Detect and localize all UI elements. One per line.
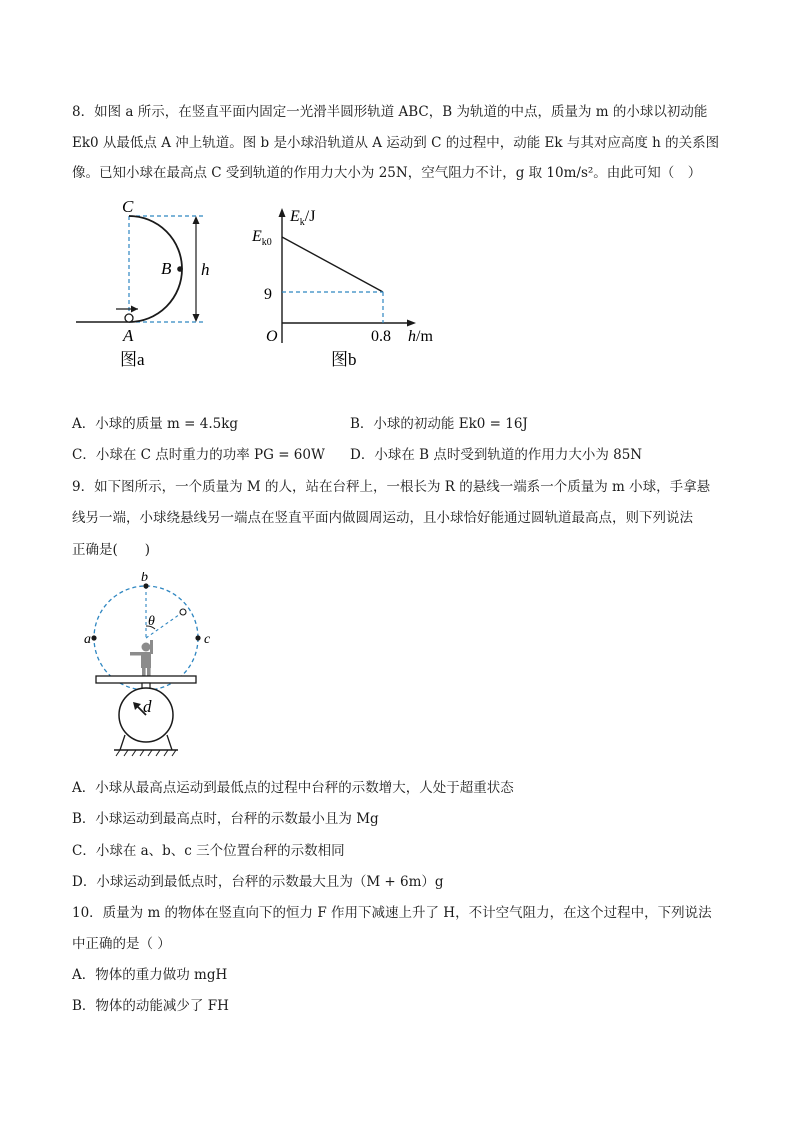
leg-left bbox=[120, 735, 125, 750]
axis-x-label: h/m bbox=[408, 328, 433, 345]
q10-line-2: 中正确的是（ ） bbox=[72, 936, 171, 952]
semicircle-track bbox=[129, 216, 182, 322]
q8-option-a[interactable]: A．小球的质量 m = 4.5kg bbox=[72, 416, 239, 432]
ground-hatch bbox=[116, 750, 176, 756]
q8-option-c[interactable]: C．小球在 C 点时重力的功率 PG = 60W bbox=[72, 447, 325, 463]
point-c bbox=[195, 635, 200, 640]
q8-line-3: 像。已知小球在最高点 C 受到轨道的作用力大小为 25N，空气阻力不计，g 取 10m/s²。由此可知（ ） bbox=[72, 165, 702, 181]
q8-line-2: Ek0 从最低点 A 冲上轨道。图 b 是小球沿轨道从 A 运动到 C 的过程中，动能 Ek 与其对应高度 h 的关系图 bbox=[72, 135, 720, 151]
q9-line-3: 正确是( ) bbox=[72, 542, 151, 558]
q8-option-d[interactable]: D．小球在 B 点时受到轨道的作用力大小为 85N bbox=[350, 447, 643, 463]
origin-label: O bbox=[266, 328, 278, 345]
label-d: d bbox=[143, 697, 152, 716]
q8-line-1: 8．如图 a 所示，在竖直平面内固定一光滑半圆形轨道 ABC，B 为轨道的中点，质量为 m 的小球以初动能 bbox=[72, 104, 708, 120]
scale-platform bbox=[96, 676, 196, 683]
q8-option-b[interactable]: B．小球的初动能 Ek0 = 16J bbox=[350, 416, 528, 432]
figure-a bbox=[72, 192, 222, 377]
figure-scale bbox=[80, 572, 215, 762]
height-arrowhead-bottom bbox=[193, 314, 200, 322]
q9-line-2: 线另一端，小球绕悬线另一端点在竖直平面内做圆周运动，且小球恰好能通过圆轨道最高点，则下列说法 bbox=[72, 510, 693, 526]
figure-b bbox=[240, 195, 450, 380]
q9-option-b[interactable]: B．小球运动到最高点时，台秤的示数最小且为 Mg bbox=[72, 811, 379, 827]
label-theta: θ bbox=[148, 614, 155, 629]
ball bbox=[125, 314, 133, 322]
q9-line-1: 9．如下图所示，一个质量为 M 的人，站在台秤上，一根长为 R 的悬线一端系一个质量为 m 小球，手拿悬 bbox=[72, 479, 711, 495]
leg-right bbox=[167, 735, 172, 750]
label-c-small: c bbox=[204, 632, 211, 647]
ek-line bbox=[282, 237, 383, 292]
q9-option-a[interactable]: A．小球从最高点运动到最低点的过程中台秤的示数增大，人处于超重状态 bbox=[72, 780, 514, 796]
person-icon bbox=[130, 640, 153, 677]
velocity-arrowhead bbox=[131, 306, 138, 313]
label-a: A bbox=[123, 326, 134, 345]
caption-b: 图b bbox=[331, 350, 357, 369]
label-b: B bbox=[161, 259, 172, 278]
point-b bbox=[177, 266, 183, 272]
ball-small bbox=[180, 609, 186, 615]
caption-a: 图a bbox=[120, 350, 145, 369]
label-h: h bbox=[201, 260, 210, 279]
q9-option-d[interactable]: D．小球运动到最低点时，台秤的示数最大且为（M + 6m）g bbox=[72, 874, 444, 890]
point-a bbox=[91, 635, 96, 640]
y-axis-arrowhead bbox=[279, 208, 286, 217]
q9-option-c[interactable]: C．小球在 a、b、c 三个位置台秤的示数相同 bbox=[72, 843, 345, 859]
x-tick-label: 0.8 bbox=[371, 328, 391, 345]
q10-line-1: 10．质量为 m 的物体在竖直向下的恒力 F 作用下减速上升了 H，不计空气阻力，在这个过程中，下列说法 bbox=[72, 905, 712, 921]
y-top-label: $E_{k0}$ bbox=[252, 228, 272, 248]
axis-y-label: $E_k/J$ bbox=[290, 208, 316, 228]
label-b-small: b bbox=[141, 572, 148, 585]
y-mid-label: 9 bbox=[264, 286, 272, 303]
q10-option-b[interactable]: B．物体的动能减少了 FH bbox=[72, 998, 229, 1014]
height-arrowhead-top bbox=[193, 216, 200, 224]
q10-option-a[interactable]: A．物体的重力做功 mgH bbox=[72, 967, 228, 983]
label-c: C bbox=[122, 197, 134, 216]
x-axis-arrowhead bbox=[407, 320, 416, 327]
label-a-small: a bbox=[84, 632, 91, 647]
